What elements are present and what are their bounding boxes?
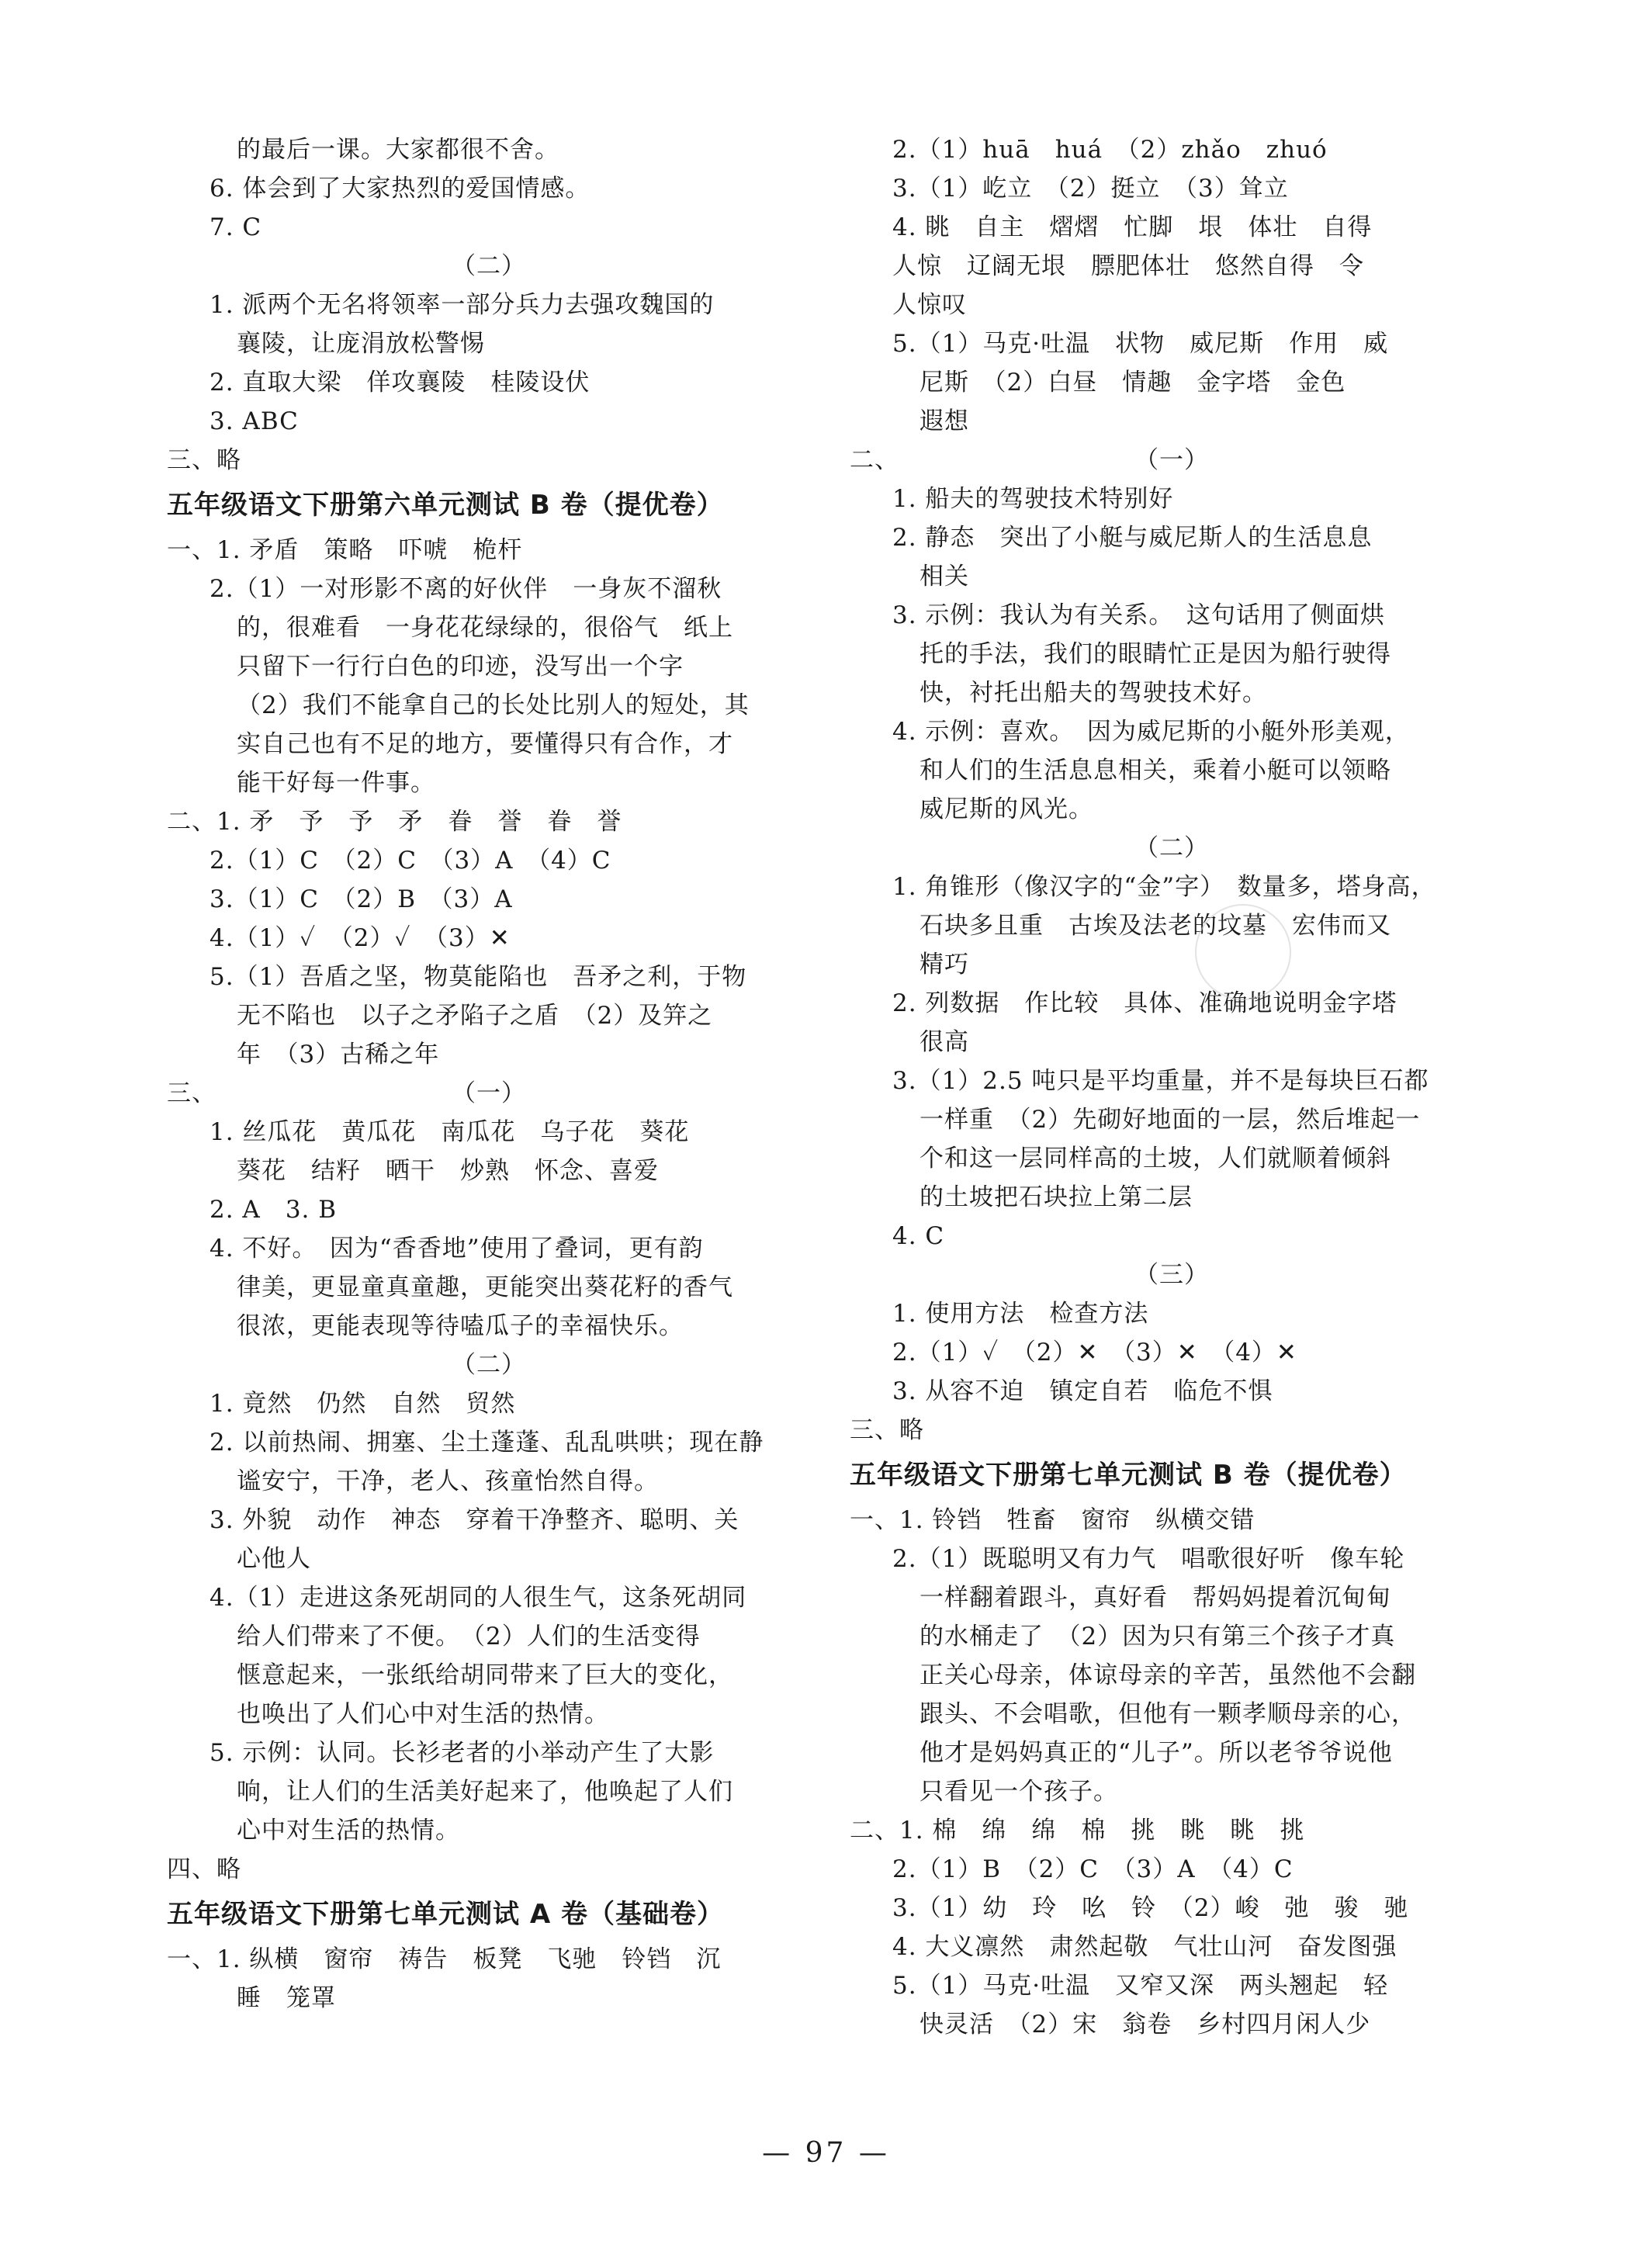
subsection-label: （一）	[452, 1079, 526, 1107]
answer-line: 三、略	[850, 1416, 924, 1444]
answer-line: 1. 竟然 仍然 自然 贸然	[210, 1390, 516, 1418]
page-number: — 97 —	[762, 2137, 890, 2169]
answer-line: 一样翻着跟斗，真好看 帮妈妈提着沉甸甸	[920, 1584, 1391, 1612]
answer-line: 2.（1）既聪明又有力气 唱歌很好听 像车轮	[892, 1545, 1405, 1573]
answer-line: 1. 角锥形（像汉字的“金”字） 数量多，塔身高，	[892, 873, 1436, 901]
answer-line: 三、略	[167, 446, 241, 474]
answer-line: 3. 示例：我认为有关系。 这句话用了侧面烘	[892, 601, 1385, 629]
right-column	[850, 130, 1494, 2044]
answer-line: 2.（1）C （2）C （3）A （4）C	[210, 847, 611, 875]
answer-line: 的最后一课。大家都很不舍。	[237, 136, 559, 164]
answer-line: 相关	[920, 563, 969, 591]
answer-line: 4. 示例：喜欢。 因为威尼斯的小艇外形美观，	[892, 718, 1410, 746]
subsection-label: （三）	[1134, 1261, 1209, 1289]
answer-line: 2.（1）huā huá （2）zhǎo zhuó	[892, 136, 1328, 164]
section-label	[167, 1074, 811, 1113]
answer-line: 只看见一个孩子。	[920, 1778, 1118, 1806]
answer-line: 尼斯 （2）白昼 情趣 金字塔 金色	[920, 369, 1346, 397]
answer-line: 二、1. 棉 绵 绵 棉 挑 眺 眺 挑	[850, 1817, 1305, 1845]
answer-line: 心他人	[237, 1545, 311, 1573]
answer-line: 也唤出了人们心中对生活的热情。	[237, 1700, 609, 1728]
answer-line: 心中对生活的热情。	[237, 1817, 460, 1845]
subsection-label: （二）	[452, 1351, 526, 1379]
section-heading: 五年级语文下册第七单元测试 B 卷（提优卷）	[850, 1460, 1407, 1491]
answer-line: 2. 直取大梁 佯攻襄陵 桂陵设伏	[210, 369, 590, 397]
answer-line: 3.（1）屹立 （2）挺立 （3）耸立	[892, 175, 1289, 203]
answer-line: 4. 大义凛然 肃然起敬 气壮山河 奋发图强	[892, 1933, 1397, 1961]
answer-line: 襄陵，让庞涓放松警惕	[237, 330, 485, 358]
answer-line: 实自己也有不足的地方，要懂得只有合作，才	[237, 730, 733, 758]
answer-line: 1. 丝瓜花 黄瓜花 南瓜花 乌子花 葵花	[210, 1118, 690, 1146]
answer-line: 年 （3）古稀之年	[237, 1041, 440, 1069]
answer-line: 托的手法，我们的眼睛忙正是因为船行驶得	[920, 640, 1391, 668]
answer-line: （2）我们不能拿自己的长处比别人的短处，其	[237, 691, 750, 719]
section-number: 三、	[167, 1079, 216, 1107]
answer-line: 4.（1）✓ （2）✓ （3）✕	[210, 924, 511, 952]
answer-line: 2.（1）✓ （2）✕ （3）✕ （4）✕	[892, 1339, 1297, 1367]
answer-line: 4.（1）走进这条死胡同的人很生气，这条死胡同	[210, 1584, 747, 1612]
answer-line: 3. 从容不迫 镇定自若 临危不惧	[892, 1377, 1273, 1405]
answer-line: 一、1. 铃铛 牲畜 窗帘 纵横交错	[850, 1506, 1255, 1534]
answer-line: 四、略	[167, 1855, 241, 1883]
answer-line: 1. 派两个无名将领率一部分兵力去强攻魏国的	[210, 291, 715, 319]
answer-line: 1. 使用方法 检查方法	[892, 1300, 1149, 1328]
answer-line: 葵花 结籽 晒干 炒熟 怀念、喜爱	[237, 1157, 659, 1185]
answer-line: 威尼斯的风光。	[920, 795, 1093, 823]
answer-line: 7. C	[210, 213, 262, 241]
answer-line: 2.（1）B （2）C （3）A （4）C	[892, 1855, 1294, 1883]
answer-line: 2. A 3. B	[210, 1196, 338, 1224]
answer-line: 给人们带来了不便。 （2）人们的生活变得	[237, 1623, 701, 1651]
section-heading: 五年级语文下册第七单元测试 A 卷（基础卷）	[167, 1899, 724, 1930]
answer-line: 正关心母亲，体谅母亲的辛苦，虽然他不会翻	[920, 1661, 1416, 1689]
answer-line: 快，衬托出船夫的驾驶技术好。	[920, 679, 1267, 707]
answer-line: 3.（1）C （2）B （3）A	[210, 885, 513, 913]
answer-line: 2.（1）一对形影不离的好伙伴 一身灰不溜秋	[210, 575, 722, 603]
answer-line: 一、1. 矛盾 策略 吓唬 桅杆	[167, 536, 523, 564]
answer-line: 4. 眺 自主 熠熠 忙脚 垠 体壮 自得	[892, 213, 1373, 241]
answer-line: 跟头、不会唱歌，但他有一颗孝顺母亲的心，	[920, 1700, 1416, 1728]
answer-line: 2. 以前热闹、拥塞、尘土蓬蓬、乱乱哄哄；现在静	[210, 1429, 764, 1457]
answer-line: 人惊 辽阔无垠 膘肥体壮 悠然自得 令	[892, 252, 1364, 280]
answer-line: 人惊叹	[892, 291, 967, 319]
answer-line: 5.（1）马克·吐温 又窄又深 两头翘起 轻	[892, 1972, 1389, 2000]
answer-line: 律美，更显童真童趣，更能突出葵花籽的香气	[237, 1273, 733, 1301]
section-heading: 五年级语文下册第六单元测试 B 卷（提优卷）	[167, 490, 724, 521]
answer-line: 能干好每一件事。	[237, 769, 435, 797]
answer-line: 的水桶走了 （2）因为只有第三个孩子才真	[920, 1623, 1396, 1651]
answer-line: 石块多且重 古埃及法老的坟墓 宏伟而又	[920, 912, 1391, 940]
answer-line: 谧安宁，干净，老人、孩童怡然自得。	[237, 1467, 659, 1495]
answer-line: 睡 笼罩	[237, 1984, 336, 2012]
answer-line: 3.（1）幼 玲 吆 铃 （2）峻 弛 骏 驰	[892, 1894, 1409, 1922]
answer-line: 的，很难看 一身花花绿绿的，很俗气 纸上	[237, 614, 733, 642]
answer-line: 精巧	[920, 951, 969, 979]
answer-line: 他才是妈妈真正的“儿子”。所以老爷爷说他	[920, 1739, 1393, 1767]
answer-line: 响，让人们的生活美好起来了，他唤起了人们	[237, 1778, 733, 1806]
answer-line: 只留下一行行白色的印迹，没写出一个字	[237, 653, 684, 681]
answer-line: 遐想	[920, 407, 969, 435]
answer-line: 二、1. 矛 予 予 矛 眷 誉 眷 誉	[167, 808, 622, 836]
subsection-label: （一）	[1134, 446, 1209, 474]
section-label	[850, 441, 1494, 480]
section-number: 二、	[850, 446, 899, 474]
left-column	[167, 130, 811, 2018]
answer-line: 很浓，更能表现等待嗑瓜子的幸福快乐。	[237, 1312, 684, 1340]
answer-line: 5. 示例：认同。长衫老者的小举动产生了大影	[210, 1739, 715, 1767]
answer-line: 的土坡把石块拉上第二层	[920, 1183, 1193, 1211]
subsection-label: （二）	[1134, 834, 1209, 862]
answer-line: 4. C	[892, 1222, 945, 1250]
answer-line: 无不陷也 以子之矛陷子之盾 （2）及笄之	[237, 1002, 713, 1030]
answer-line: 很高	[920, 1028, 969, 1056]
answer-line: 5.（1）吾盾之坚，物莫能陷也 吾矛之利，于物	[210, 963, 747, 991]
subsection-label: （二）	[452, 252, 526, 280]
stamp-mark	[1195, 904, 1291, 1000]
answer-line: 2. 静态 突出了小艇与威尼斯人的生活息息	[892, 524, 1373, 552]
answer-line: 3. ABC	[210, 407, 299, 435]
answer-line: 惬意起来，一张纸给胡同带来了巨大的变化，	[237, 1661, 733, 1689]
answer-line: 1. 船夫的驾驶技术特别好	[892, 485, 1174, 513]
answer-line: 3.（1）2.5 吨只是平均重量，并不是每块巨石都	[892, 1067, 1429, 1095]
answer-line: 一样重 （2）先砌好地面的一层，然后堆起一	[920, 1106, 1421, 1134]
answer-line: 个和这一层同样高的土坡，人们就顺着倾斜	[920, 1145, 1391, 1173]
answer-line: 4. 不好。 因为“香香地”使用了叠词，更有韵	[210, 1235, 704, 1263]
answer-line: 6. 体会到了大家热烈的爱国情感。	[210, 175, 590, 203]
answer-line: 5.（1）马克·吐温 状物 威尼斯 作用 威	[892, 330, 1389, 358]
answer-line: 和人们的生活息息相关，乘着小艇可以领略	[920, 757, 1391, 785]
answer-line: 3. 外貌 动作 神态 穿着干净整齐、聪明、关	[210, 1506, 739, 1534]
answer-line: 快灵活 （2）宋 翁卷 乡村四月闲人少	[920, 2011, 1371, 2039]
answer-line: 一、1. 纵横 窗帘 祷告 板凳 飞驰 铃铛 沉	[167, 1945, 722, 1973]
answer-line: 2. 列数据 作比较 具体、准确地说明金字塔	[892, 989, 1397, 1017]
